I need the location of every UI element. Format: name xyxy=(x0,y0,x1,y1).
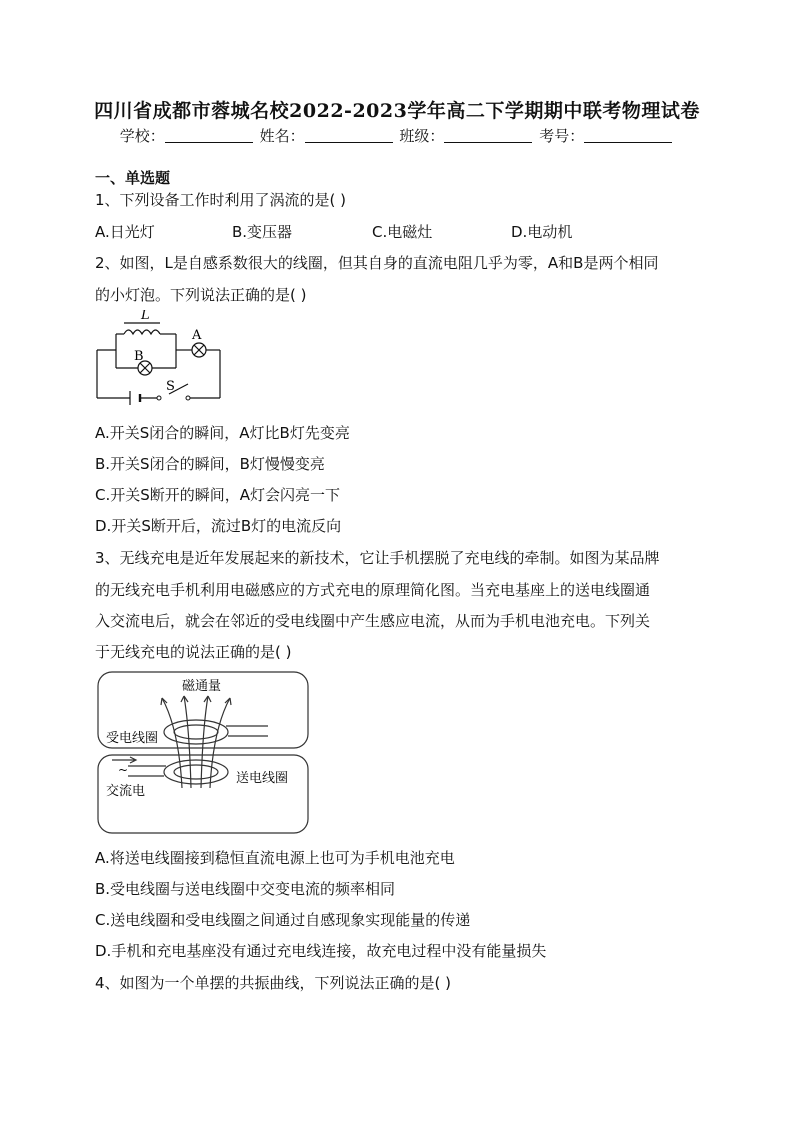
label-flux: 磁通量 xyxy=(182,679,222,694)
label-sender-coil: 送电线圈 xyxy=(236,771,289,786)
class-blank[interactable] xyxy=(444,128,532,143)
label-b: B xyxy=(134,349,144,364)
q1-option-a: A.日光灯 xyxy=(95,223,155,241)
q2-stem-line1: 2、如图，L是自感系数很大的线圈，但其自身的直流电阻几乎为零，A和B是两个相同 xyxy=(95,254,659,272)
number-label: 考号： xyxy=(539,127,585,145)
q2-option-a: A.开关S闭合的瞬间，A灯比B灯先变亮 xyxy=(95,424,350,442)
q2-circuit-figure xyxy=(94,310,224,410)
name-label: 姓名： xyxy=(259,127,305,145)
q3-stem-line3: 入交流电后，就会在邻近的受电线圈中产生感应电流，从而为手机电池充电。下列关 xyxy=(95,612,651,630)
q3-option-d: D.手机和充电基座没有通过充电线连接，故充电过程中没有能量损失 xyxy=(95,942,547,960)
section-heading: 一、单选题 xyxy=(95,169,171,187)
label-s: S xyxy=(166,379,175,394)
q2-stem-line2: 的小灯泡。下列说法正确的是( ) xyxy=(95,286,307,304)
q2-option-b: B.开关S闭合的瞬间，B灯慢慢变亮 xyxy=(95,455,325,473)
name-blank[interactable] xyxy=(305,128,393,143)
q3-wireless-charging-figure xyxy=(96,670,312,836)
q2-option-d: D.开关S断开后，流过B灯的电流反向 xyxy=(95,517,342,535)
q1-stem: 1、下列设备工作时利用了涡流的是( ) xyxy=(95,191,347,209)
q3-stem-line2: 的无线充电手机利用电磁感应的方式充电的原理简化图。当充电基座上的送电线圈通 xyxy=(95,581,651,599)
exam-title: 四川省成都市蓉城名校2022-2023学年高二下学期期中联考物理试卷 xyxy=(94,100,700,122)
number-blank[interactable] xyxy=(584,128,672,143)
label-a: A xyxy=(192,328,202,343)
q1-option-c: C.电磁灶 xyxy=(372,223,433,241)
q3-stem-line4: 于无线充电的说法正确的是( ) xyxy=(95,643,292,661)
q3-option-a: A.将送电线圈接到稳恒直流电源上也可为手机电池充电 xyxy=(95,849,455,867)
class-label: 班级： xyxy=(399,127,445,145)
school-blank[interactable] xyxy=(165,128,253,143)
q1-option-b: B.变压器 xyxy=(232,223,293,241)
label-ac-symbol: ~ xyxy=(118,763,129,777)
q2-option-c: C.开关S断开的瞬间，A灯会闪亮一下 xyxy=(95,486,341,504)
q1-option-d: D.电动机 xyxy=(511,223,573,241)
q3-option-b: B.受电线圈与送电线圈中交变电流的频率相同 xyxy=(95,880,396,898)
q4-stem: 4、如图为一个单摆的共振曲线，下列说法正确的是( ) xyxy=(95,974,452,992)
student-info-row xyxy=(0,125,794,146)
school-label: 学校： xyxy=(119,127,165,145)
label-ac: 交流电 xyxy=(106,784,146,799)
q3-stem-line1: 3、无线充电是近年发展起来的新技术，它让手机摆脱了充电线的牵制。如图为某品牌 xyxy=(95,549,660,567)
label-receiver-coil: 受电线圈 xyxy=(106,731,159,746)
label-l: L xyxy=(141,310,150,323)
q3-option-c: C.送电线圈和受电线圈之间通过自感现象实现能量的传递 xyxy=(95,911,471,929)
